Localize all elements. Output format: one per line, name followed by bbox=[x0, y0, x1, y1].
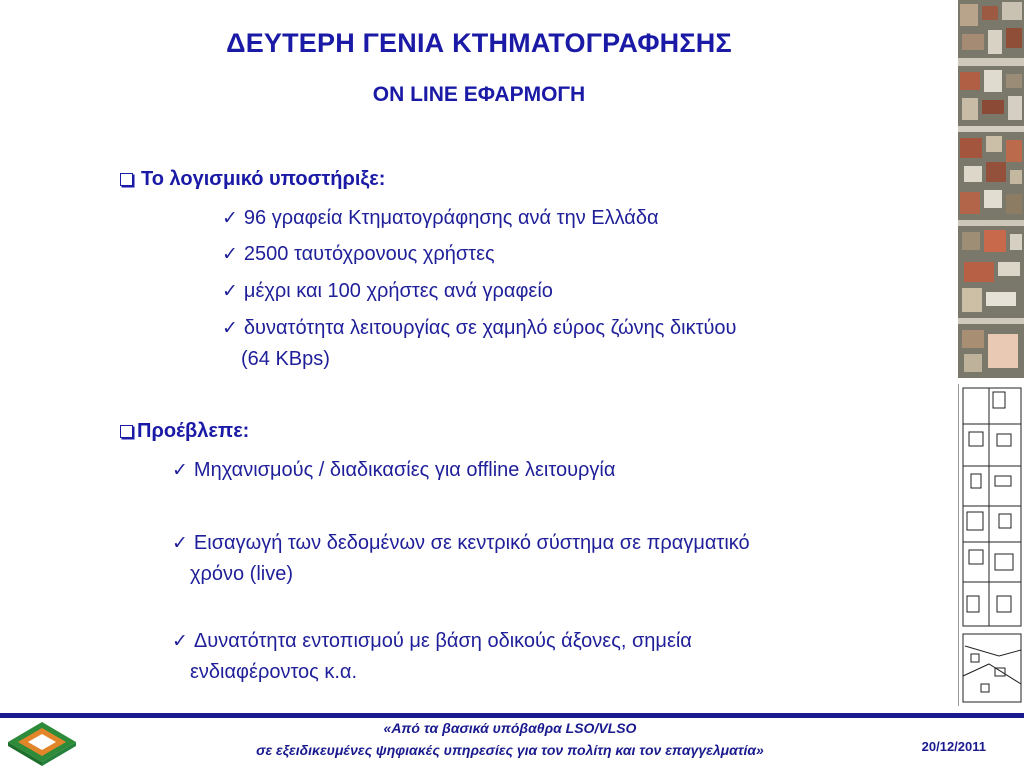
list-item-text: δυνατότητα λειτουργίας σε χαμηλό εύρος ζώνης δικτύου bbox=[243, 317, 737, 339]
checkmark-icon: ✓ bbox=[222, 281, 238, 302]
list-item bbox=[172, 455, 615, 486]
checkmark-icon: ✓ bbox=[172, 533, 188, 554]
list-item bbox=[222, 203, 659, 234]
list-item bbox=[222, 239, 495, 270]
cadastral-map-image bbox=[958, 384, 1024, 706]
list-item-text: Εισαγωγή των δεδομένων σε κεντρικό σύστημα σε πραγματικό bbox=[193, 532, 750, 554]
checkmark-icon: ✓ bbox=[222, 318, 238, 339]
section-heading-software bbox=[120, 168, 385, 191]
aerial-photo-image bbox=[958, 0, 1024, 378]
ktimatologio-logo-icon bbox=[2, 718, 82, 768]
slide-title: ΔΕΥΤΕΡΗ ΓΕΝΙΑ ΚΤΗΜΑΤΟΓΡΑΦΗΣΗΣ bbox=[226, 28, 732, 58]
section-heading-text: Το λογισμικό υποστήριξε: bbox=[141, 168, 386, 190]
list-item-text: μέχρι και 100 χρήστες ανά γραφείο bbox=[243, 280, 553, 302]
section-heading-planned bbox=[120, 420, 249, 443]
list-item-text: Δυνατότητα εντοπισμού με βάση οδικούς άξονες, σημεία bbox=[193, 630, 692, 652]
list-item bbox=[172, 528, 750, 559]
list-item-text: Μηχανισμούς / διαδικασίες για offline λειτουργία bbox=[193, 459, 616, 481]
checkmark-icon: ✓ bbox=[222, 244, 238, 265]
checkmark-icon: ✓ bbox=[172, 460, 188, 481]
checkmark-icon: ✓ bbox=[222, 208, 238, 229]
slide-subtitle: ON LINE ΕΦΑΡΜΟΓΗ bbox=[372, 83, 586, 106]
list-item bbox=[222, 313, 736, 344]
footer-slogan-line1: «Από τα βασικά υπόβαθρα LSO/VLSO bbox=[383, 720, 637, 736]
list-item-continuation: χρόνο (live) bbox=[190, 563, 294, 585]
list-item-text: 96 γραφεία Κτηματογράφησης ανά την Ελλάδα bbox=[243, 207, 659, 229]
checkbox-square-icon bbox=[120, 425, 133, 438]
list-item bbox=[222, 276, 553, 307]
footer-slogan-line2: σε εξειδικευμένες ψηφιακές υπηρεσίες για τον πολίτη και τον επαγγελματία» bbox=[256, 742, 764, 758]
list-item-continuation: ενδιαφέροντος κ.α. bbox=[190, 661, 358, 683]
list-item-continuation: (64 KBps) bbox=[241, 348, 330, 370]
checkbox-square-icon bbox=[120, 173, 133, 186]
section-heading-text: Προέβλεπε: bbox=[137, 420, 250, 442]
checkmark-icon: ✓ bbox=[172, 631, 188, 652]
footer-date: 20/12/2011 bbox=[921, 739, 986, 754]
list-item bbox=[172, 626, 692, 657]
list-item-text: 2500 ταυτόχρονους χρήστες bbox=[243, 243, 495, 265]
